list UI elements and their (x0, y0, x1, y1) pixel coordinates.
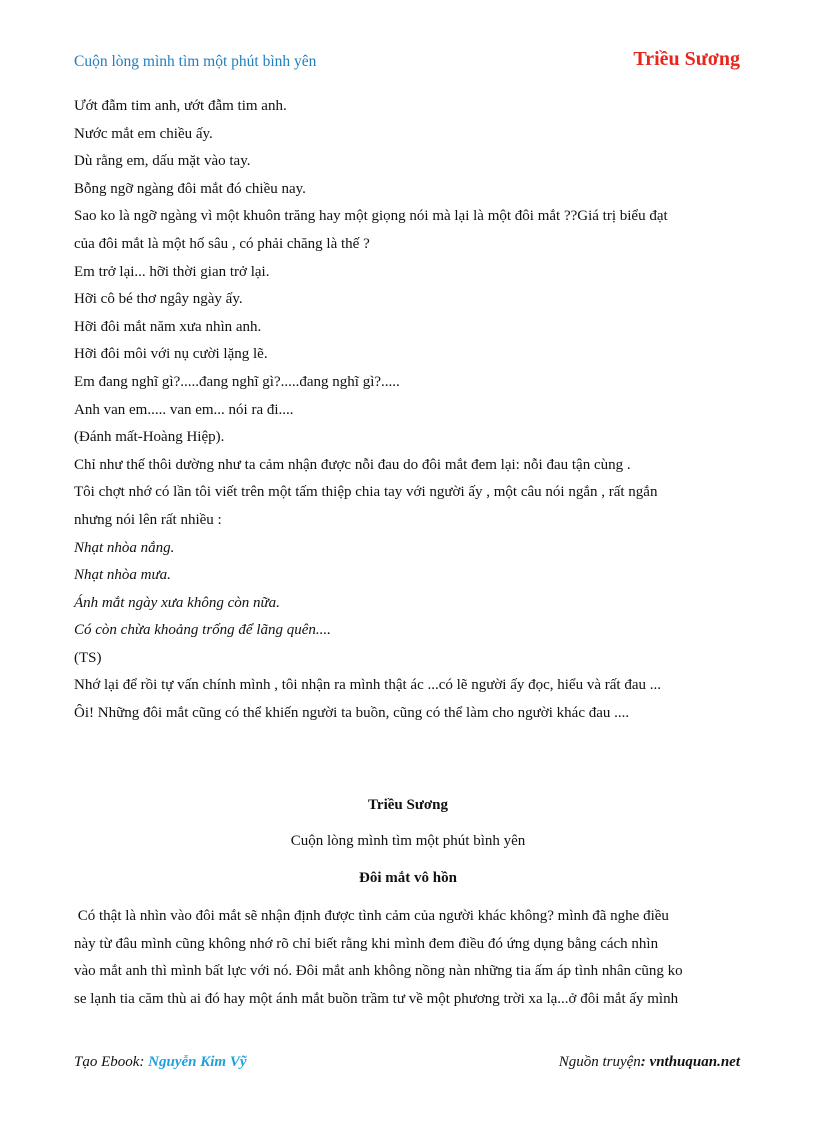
text-line: này từ đâu mình cũng không nhớ rõ chỉ biết rằng khi mình đem điều đó ứng dụng bằng cách nhìn (74, 935, 659, 952)
section-collection: Cuộn lòng mình tìm một phút bình yên (290, 833, 526, 849)
ebook-creator: Nguyễn Kim Vỹ (148, 1054, 247, 1070)
text-line: Hỡi đôi môi với nụ cười lặng lẽ. (74, 346, 268, 363)
text-line: Bỗng ngỡ ngàng đôi mắt đó chiều nay. (74, 180, 306, 197)
text-line: Hỡi cô bé thơ ngây ngày ấy. (74, 291, 243, 308)
story-body (74, 93, 746, 728)
source-credit (559, 1054, 740, 1071)
text-line: Tôi chợt nhớ có lần tôi viết trên một tấm thiệp chia tay với người ấy , một câu nói ngắn , rất ngắn (74, 484, 658, 501)
source-label: Nguồn truyện (558, 1054, 641, 1070)
text-line: Anh van em..... van em... nói ra đi.... (74, 401, 294, 418)
text-line: Hỡi đôi mắt năm xưa nhìn anh. (74, 318, 262, 335)
text-line: (TS) (74, 649, 102, 666)
text-line: Có thật là nhìn vào đôi mắt sẽ nhận định được tình cảm của người khác không? mình đã nghe điều (74, 908, 669, 924)
text-line: Em đang nghĩ gì?.....đang nghĩ gì?.....đang nghĩ gì?..... (74, 373, 400, 390)
text-line: Nhớ lại để rồi tự vấn chính mình , tôi nhận ra mình thật ác ...có lẽ người ấy đọc, hiểu và rất đau ... (74, 677, 661, 694)
text-line: Sao ko là ngỡ ngàng vì một khuôn trăng hay một giọng nói mà lại là một đôi mắt ??Giá trị biểu đạt (74, 208, 668, 225)
section-title: Đôi mắt vô hồn (359, 870, 457, 886)
poem-line: Ánh mắt ngày xưa không còn nữa. (74, 594, 280, 611)
text-line: Em trở lại... hỡi thời gian trở lại. (74, 263, 270, 280)
poem-line: Có còn chừa khoảng trống để lãng quên.... (74, 622, 331, 639)
ebook-credit (74, 1054, 247, 1071)
text-line: Ôi! Những đôi mắt cũng có thể khiến người ta buồn, cũng có thể làm cho người khác đau .... (74, 705, 630, 722)
page-header (74, 48, 740, 76)
text-line: (Đánh mất-Hoàng Hiệp). (74, 429, 225, 446)
text-line: se lạnh tia căm thù ai đó hay một ánh mắt buồn trầm tư về một phương trời xa lạ...ở đôi mắt ấy mình (74, 990, 679, 1007)
collection-title: Cuộn lòng mình tìm một phút bình yên (74, 53, 317, 70)
source-site: vnthuquan.net (649, 1054, 740, 1070)
ebook-label: Tạo Ebook (74, 1054, 140, 1070)
page-footer (74, 1054, 740, 1078)
source-separator: : (640, 1054, 650, 1070)
author-name: Triều Sương (633, 48, 740, 70)
text-line: Nước mắt em chiều ấy. (74, 125, 213, 142)
section-body (74, 903, 746, 1013)
text-line: Ướt đẫm tim anh, ướt đẫm tim anh. (74, 98, 287, 114)
text-line: Chỉ như thế thôi dường như ta cảm nhận được nỗi đau do đôi mắt đem lại: nỗi đau tận cùng . (74, 456, 631, 473)
poem-line: Nhạt nhòa nắng. (74, 539, 175, 556)
text-line: của đôi mắt là một hố sâu , có phải chăng là thế ? (74, 235, 370, 252)
text-line: Dù rằng em, dấu mặt vào tay. (74, 153, 251, 170)
text-line: nhưng nói lên rất nhiều : (74, 511, 222, 528)
poem-line: Nhạt nhòa mưa. (74, 567, 171, 584)
section-author: Triều Sương (368, 797, 448, 813)
ebook-separator: : (139, 1054, 149, 1070)
text-line: vào mắt anh thì mình bất lực với nó. Đôi mắt anh không nồng nàn những tia ấm áp tình nhân cũng ko (74, 963, 683, 980)
